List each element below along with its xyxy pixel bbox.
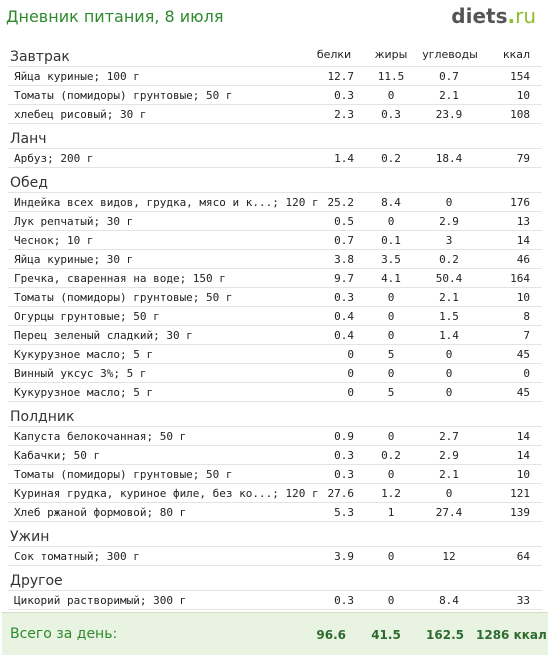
protein-value: 1.4: [334, 152, 354, 165]
carbs-value: 8.4: [439, 594, 459, 607]
food-name: Винный уксус 3%; 5 г: [14, 367, 147, 380]
table-row[interactable]: [8, 426, 542, 445]
logo-tld: ru: [515, 4, 536, 28]
food-name: Капуста белокочанная; 50 г: [14, 430, 187, 443]
table-row[interactable]: [8, 306, 542, 325]
total-protein: 96.6: [316, 628, 346, 642]
protein-value: 0.3: [334, 89, 354, 102]
food-name: Кукурузное масло; 5 г: [14, 386, 154, 399]
food-name: Огурцы грунтовые; 50 г: [14, 310, 160, 323]
fat-value: 0.1: [381, 234, 401, 247]
fat-value: 0: [387, 215, 395, 228]
food-name: Томаты (помидоры) грунтовые; 50 г: [14, 468, 233, 481]
protein-value: 12.7: [327, 70, 354, 83]
food-name: Кабачки; 50 г: [14, 449, 101, 462]
fat-value: 1.2: [381, 487, 401, 500]
carbs-value: 2.1: [439, 291, 459, 304]
carbs-value: 12: [442, 550, 456, 563]
meal-section-rows: [8, 148, 542, 168]
carbs-value: 2.1: [439, 89, 459, 102]
carbs-value: 23.9: [435, 108, 463, 121]
protein-value: 0.5: [334, 215, 354, 228]
page-title: Дневник питания, 8 июля: [6, 7, 224, 26]
protein-value: 25.2: [327, 196, 354, 209]
carbs-value: 0: [445, 196, 453, 209]
fat-value: 3.5: [381, 253, 401, 266]
carbs-value: 2.7: [439, 430, 459, 443]
fat-value: 0: [387, 291, 395, 304]
fat-value: 0: [387, 329, 395, 342]
kcal-value: 13: [516, 215, 530, 228]
food-name: Сок томатный; 300 г: [14, 550, 140, 563]
table-row[interactable]: [8, 363, 542, 382]
carbs-value: 0: [445, 348, 453, 361]
carbs-value: 3: [445, 234, 453, 247]
meal-section-rows: [8, 192, 542, 402]
kcal-value: 154: [510, 70, 530, 83]
protein-value: 0.3: [334, 594, 354, 607]
table-row[interactable]: [8, 502, 542, 522]
food-name: Чеснок; 10 г: [14, 234, 94, 247]
protein-value: 0.3: [334, 291, 354, 304]
carbs-value: 2.9: [439, 215, 459, 228]
food-name: Яйца куриные; 30 г: [14, 253, 134, 266]
meal-section-title: Обед: [10, 175, 48, 191]
food-name: Томаты (помидоры) грунтовые; 50 г: [14, 291, 233, 304]
kcal-value: 8: [523, 310, 530, 323]
protein-value: 9.7: [334, 272, 354, 285]
total-kcal: 1286 ккал: [476, 628, 547, 642]
table-row[interactable]: [8, 287, 542, 306]
kcal-value: 14: [516, 430, 530, 443]
protein-value: 3.9: [334, 550, 354, 563]
fat-value: 4.1: [381, 272, 401, 285]
kcal-value: 10: [516, 291, 530, 304]
table-row[interactable]: [8, 590, 542, 609]
daily-total: [2, 612, 548, 655]
fat-value: 5: [387, 348, 395, 361]
food-diary-table: [8, 46, 542, 629]
protein-value: 0: [347, 367, 354, 380]
total-label: Всего за день:: [10, 626, 118, 642]
fat-value: 0: [387, 89, 395, 102]
kcal-value: 176: [510, 196, 530, 209]
header: [0, 0, 550, 36]
food-name: Гречка, сваренная на воде; 150 г: [14, 272, 226, 285]
kcal-value: 14: [516, 449, 530, 462]
fat-value: 0: [387, 310, 395, 323]
fat-value: 5: [387, 386, 395, 399]
fat-value: 1: [387, 506, 395, 519]
table-row[interactable]: [8, 85, 542, 104]
meal-section-title: Полдник: [10, 409, 75, 425]
table-row[interactable]: [8, 483, 542, 502]
column-protein: белки: [316, 48, 352, 61]
food-name: Куриная грудка, куриное филе, без ко...; 120 г: [14, 487, 319, 500]
meal-section-title: Другое: [10, 573, 63, 589]
table-row[interactable]: [8, 546, 542, 566]
carbs-value: 0: [445, 367, 453, 380]
food-name: Цикорий растворимый; 300 г: [14, 594, 187, 607]
food-name: Арбуз; 200 г: [14, 152, 94, 165]
protein-value: 0: [347, 348, 354, 361]
kcal-value: 7: [523, 329, 530, 342]
table-row[interactable]: [8, 325, 542, 344]
kcal-value: 121: [510, 487, 530, 500]
meal-section-rows: [8, 546, 542, 566]
kcal-value: 64: [516, 550, 530, 563]
protein-value: 27.6: [327, 487, 354, 500]
carbs-value: 2.9: [439, 449, 459, 462]
kcal-value: 10: [516, 468, 530, 481]
table-row[interactable]: [8, 382, 542, 402]
table-row[interactable]: [8, 230, 542, 249]
kcal-value: 0: [523, 367, 530, 380]
kcal-value: 10: [516, 89, 530, 102]
kcal-value: 46: [516, 253, 530, 266]
protein-value: 0: [347, 386, 354, 399]
carbs-value: 18.4: [435, 152, 463, 165]
protein-value: 5.3: [334, 506, 354, 519]
table-row[interactable]: [8, 192, 542, 211]
protein-value: 0.3: [334, 449, 354, 462]
food-name: Хлеб ржаной формовой; 80 г: [14, 506, 187, 519]
fat-value: 0: [387, 367, 395, 380]
meal-section-title: Завтрак: [10, 49, 70, 65]
carbs-value: 0: [445, 386, 453, 399]
carbs-value: 0: [445, 487, 453, 500]
kcal-value: 164: [510, 272, 530, 285]
site-logo[interactable]: [451, 4, 536, 28]
food-name: Яйца куриные; 100 г: [14, 70, 140, 83]
protein-value: 3.8: [334, 253, 354, 266]
table-row[interactable]: [8, 445, 542, 464]
protein-value: 0.9: [334, 430, 354, 443]
table-row[interactable]: [8, 344, 542, 363]
food-name: Перец зеленый сладкий; 30 г: [14, 329, 193, 342]
carbs-value: 0.2: [439, 253, 459, 266]
column-headers: [8, 46, 542, 62]
kcal-value: 33: [516, 594, 530, 607]
fat-value: 11.5: [377, 70, 405, 83]
meal-section-title: Ужин: [10, 529, 50, 545]
protein-value: 0.3: [334, 468, 354, 481]
fat-value: 0: [387, 594, 395, 607]
column-carbs: углеводы: [422, 48, 478, 61]
protein-value: 0.4: [334, 310, 354, 323]
protein-value: 2.3: [334, 108, 354, 121]
logo-dot: .: [507, 4, 516, 28]
food-name: Кукурузное масло; 5 г: [14, 348, 154, 361]
carbs-value: 2.1: [439, 468, 459, 481]
carbs-value: 1.5: [439, 310, 459, 323]
kcal-value: 79: [516, 152, 530, 165]
food-name: Томаты (помидоры) грунтовые; 50 г: [14, 89, 233, 102]
table-row[interactable]: [8, 211, 542, 230]
column-kcal: ккал: [502, 48, 530, 61]
kcal-value: 139: [510, 506, 530, 519]
table-row[interactable]: [8, 104, 542, 124]
table-row[interactable]: [8, 148, 542, 168]
total-carbs: 162.5: [426, 628, 464, 642]
fat-value: 0: [387, 550, 395, 563]
table-row[interactable]: [8, 268, 542, 287]
fat-value: 0.3: [381, 108, 401, 121]
kcal-value: 108: [510, 108, 530, 121]
meal-section-title: Ланч: [10, 131, 47, 147]
kcal-value: 45: [516, 348, 530, 361]
fat-value: 0.2: [381, 152, 401, 165]
total-fat: 41.5: [371, 628, 401, 642]
meal-section-rows: [8, 426, 542, 522]
kcal-value: 14: [516, 234, 530, 247]
carbs-value: 27.4: [435, 506, 463, 519]
protein-value: 0.4: [334, 329, 354, 342]
table-row[interactable]: [8, 464, 542, 483]
logo-name: diets: [451, 4, 508, 28]
food-name: Индейка всех видов, грудка, мясо и к...; 120 г: [14, 196, 319, 209]
table-row[interactable]: [8, 66, 542, 85]
food-name: хлебец рисовый; 30 г: [14, 108, 147, 121]
fat-value: 0: [387, 430, 395, 443]
protein-value: 0.7: [334, 234, 354, 247]
food-name: Лук репчатый; 30 г: [14, 215, 134, 228]
kcal-value: 45: [516, 386, 530, 399]
carbs-value: 50.4: [435, 272, 463, 285]
column-fat: жиры: [374, 48, 408, 61]
meal-section-rows: [8, 66, 542, 124]
carbs-value: 1.4: [439, 329, 459, 342]
fat-value: 8.4: [381, 196, 401, 209]
carbs-value: 0.7: [439, 70, 459, 83]
table-row[interactable]: [8, 249, 542, 268]
fat-value: 0: [387, 468, 395, 481]
fat-value: 0.2: [381, 449, 401, 462]
